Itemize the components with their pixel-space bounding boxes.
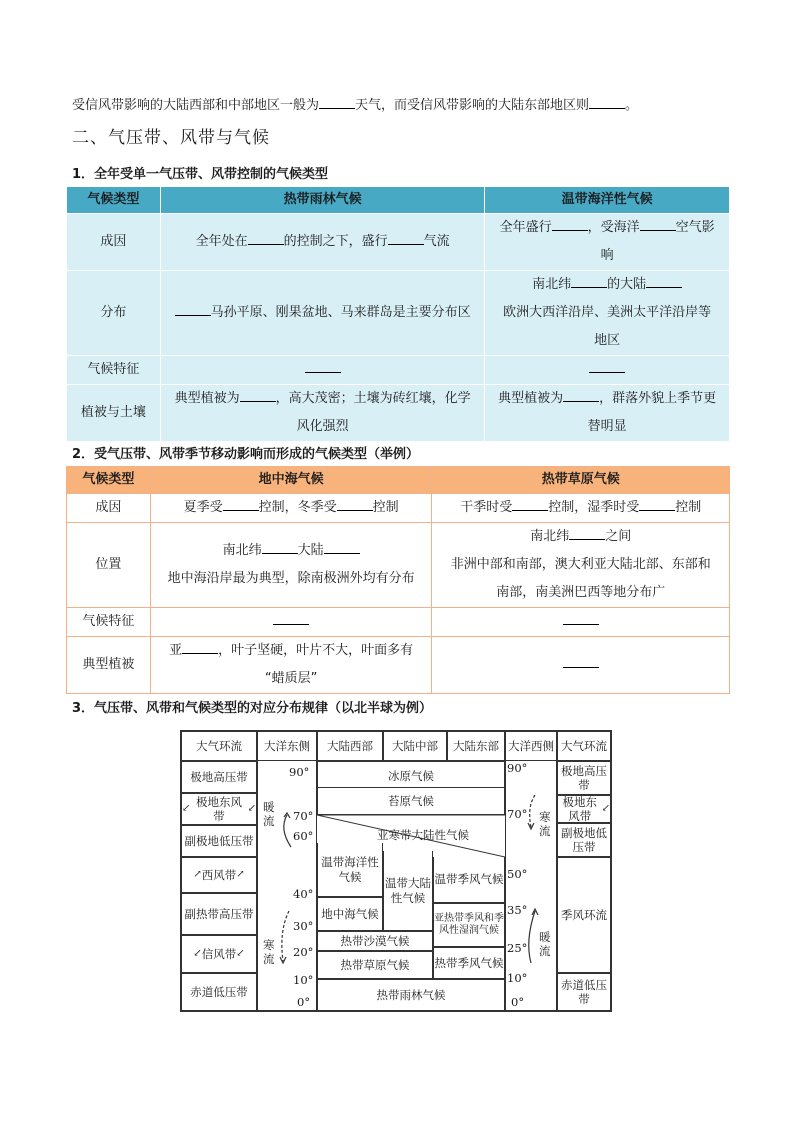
climate-tropical-rainforest: 热带雨林气候	[317, 979, 505, 1011]
right-belt: 极地高压带	[557, 761, 611, 795]
table-cell: 南北纬 之间 非洲中部和南部，澳大利亚大陆北部、东部和 南部，南美洲巴西等地分布广	[432, 523, 730, 608]
row-label: 成因	[67, 494, 151, 523]
intro-sentence	[72, 94, 638, 113]
answer-blank[interactable]	[305, 359, 341, 373]
row-label: 植被与土壤	[67, 385, 161, 442]
header-cell: 热带草原气候	[432, 467, 730, 494]
answer-blank[interactable]	[589, 95, 625, 109]
latitude-label: 50°	[507, 867, 528, 881]
latitude-label: 60°	[293, 829, 314, 843]
answer-blank[interactable]	[324, 540, 360, 554]
answer-blank[interactable]	[639, 497, 675, 511]
table-cell	[432, 608, 730, 637]
left-belt: 副热带高压带	[181, 893, 257, 935]
latitude-label: 0°	[297, 995, 311, 1009]
table-cell	[160, 356, 484, 385]
latitude-label: 10°	[293, 973, 314, 987]
latitude-label: 70°	[507, 807, 528, 821]
diagram-header: 大洋西侧	[505, 731, 557, 761]
answer-blank[interactable]	[175, 302, 211, 316]
latitude-label: 25°	[507, 941, 528, 955]
table-cell: 干季时受 控制，湿季时受 控制	[432, 494, 730, 523]
climate-temperate-monsoon: 温带季风气候	[433, 857, 505, 903]
header-cell: 地中海气候	[150, 467, 432, 494]
row-label: 气候特征	[67, 356, 161, 385]
header-cell: 热带雨林气候	[160, 187, 484, 214]
warm-current-label: 暖流	[263, 800, 275, 828]
table-cell: 夏季受 控制，冬季受 控制	[150, 494, 432, 523]
table-row	[67, 271, 730, 356]
subsection-title-3: 3．气压带、风带和气候类型的对应分布规律（以北半球为例）	[72, 701, 433, 716]
section-title: 二、气压带、风带与气候	[72, 128, 270, 148]
answer-blank[interactable]	[563, 388, 599, 402]
right-belt: 副极地低压带	[557, 823, 611, 857]
answer-blank[interactable]	[262, 540, 298, 554]
subsection-title-1: 1．全年受单一气压带、风带控制的气候类型	[72, 167, 329, 182]
cold-current-label: 寒流	[539, 810, 551, 838]
diagram-header: 大气环流	[557, 731, 611, 761]
left-belt: ↙ 极地东风带 ↙	[182, 794, 256, 823]
table-cell: 南北纬 的大陆 欧洲大西洋沿岸、美洲太平洋沿岸等 地区	[485, 271, 730, 356]
intro-text-2: 天气，而受信风带影响的大陆东部地区则	[355, 98, 590, 113]
table-header-row	[67, 467, 730, 494]
latitude-label: 40°	[293, 887, 314, 901]
answer-blank[interactable]	[563, 654, 599, 668]
answer-blank[interactable]	[319, 95, 355, 109]
left-belt: ↙ 信风带 ↙	[181, 935, 257, 973]
row-label: 位置	[67, 523, 151, 608]
answer-blank[interactable]	[240, 388, 276, 402]
table-cell	[432, 637, 730, 694]
row-label: 成因	[67, 214, 161, 271]
answer-blank[interactable]	[552, 217, 588, 231]
latitude-label: 90°	[507, 761, 528, 775]
table-cell: 典型植被为 ，群落外貌上季节更 替明显	[485, 385, 730, 442]
header-cell: 气候类型	[67, 187, 161, 214]
table-row	[67, 214, 730, 271]
diagram-header: 大陆西部	[317, 731, 383, 761]
left-belt: 极地高压带	[181, 761, 257, 793]
table-cell: 全年盛行 ，受海洋 空气影 响	[485, 214, 730, 271]
left-belt: ↗ 西风带 ↗	[181, 857, 257, 893]
right-belt: 季风环流	[557, 857, 611, 973]
left-belt: 副极地低压带	[181, 825, 257, 857]
table-row	[67, 523, 730, 608]
table-cell: 南北纬 大陆 地中海沿岸最为典型，除南极洲外均有分布	[150, 523, 432, 608]
intro-text-3: 。	[625, 98, 639, 113]
row-label: 分布	[67, 271, 161, 356]
header-cell: 温带海洋性气候	[485, 187, 730, 214]
table-header-row	[67, 187, 730, 214]
climate-ice: 冰原气候	[317, 761, 505, 791]
table-cell: 马孙平原、刚果盆地、马来群岛是主要分布区	[160, 271, 484, 356]
answer-blank[interactable]	[571, 274, 607, 288]
answer-blank[interactable]	[337, 497, 373, 511]
table-cell	[485, 356, 730, 385]
row-label: 气候特征	[67, 608, 151, 637]
climate-temperate-maritime: 温带海洋性气候	[317, 843, 383, 897]
climate-subarctic: 亚寒带大陆性气候	[377, 828, 469, 842]
right-belt: 赤道低压带	[557, 973, 611, 1011]
table-row	[67, 385, 730, 442]
table-row	[67, 494, 730, 523]
latitude-label: 30°	[293, 919, 314, 933]
climate-tropical-savanna: 热带草原气候	[317, 951, 433, 979]
answer-blank[interactable]	[223, 497, 259, 511]
current-arrows	[523, 791, 541, 971]
row-label: 典型植被	[67, 637, 151, 694]
current-arrows	[275, 811, 295, 971]
left-belt: 赤道低压带	[181, 973, 257, 1011]
warm-current-label: 暖流	[539, 930, 551, 958]
table-cell: 亚 ，叶子坚硬，叶片不大，叶面多有 “蜡质层”	[150, 637, 432, 694]
right-belt: 极地东风带 ↙	[557, 795, 611, 823]
diagram-header: 大气环流	[181, 731, 257, 761]
cold-current-label: 寒流	[263, 938, 275, 966]
answer-blank[interactable]	[640, 217, 676, 231]
table-row	[67, 356, 730, 385]
answer-blank[interactable]	[388, 231, 424, 245]
climate-subtropical-monsoon: 亚热带季风和季风性湿润气候	[433, 903, 505, 947]
subsection-title-2: 2．受气压带、风带季节移动影响而形成的气候类型（举例）	[72, 447, 420, 462]
latitude-label: 10°	[507, 971, 528, 985]
climate-table-2	[66, 466, 730, 694]
climate-mediterranean: 地中海气候	[317, 897, 383, 931]
diagram-header: 大陆东部	[447, 731, 505, 761]
diagram-header: 大陆中部	[383, 731, 447, 761]
table-row	[67, 608, 730, 637]
latitude-label: 35°	[507, 903, 528, 917]
latitude-label: 20°	[293, 945, 314, 959]
answer-blank[interactable]	[569, 526, 605, 540]
answer-blank[interactable]	[563, 611, 599, 625]
climate-temperate-continental: 温带大陆性气候	[383, 851, 433, 931]
table-row	[67, 637, 730, 694]
climate-tropical-desert: 热带沙漠气候	[317, 931, 433, 951]
climate-tropical-monsoon: 热带季风气候	[433, 947, 505, 979]
answer-blank[interactable]	[273, 611, 309, 625]
header-cell: 气候类型	[67, 467, 151, 494]
answer-blank[interactable]	[589, 359, 625, 373]
climate-tundra: 苔原气候	[317, 787, 505, 815]
table-cell: 全年处在 的控制之下，盛行 气流	[160, 214, 484, 271]
circulation-climate-diagram	[180, 730, 612, 1012]
table-cell	[150, 608, 432, 637]
answer-blank[interactable]	[182, 640, 218, 654]
climate-table-1	[66, 186, 730, 442]
latitude-label: 90°	[289, 765, 310, 779]
latitude-label: 0°	[511, 995, 525, 1009]
diagram-header: 大洋东侧	[257, 731, 317, 761]
latitude-label: 70°	[293, 809, 314, 823]
answer-blank[interactable]	[248, 231, 284, 245]
answer-blank[interactable]	[646, 274, 682, 288]
answer-blank[interactable]	[512, 497, 548, 511]
intro-text-1: 受信风带影响的大陆西部和中部地区一般为	[72, 98, 320, 113]
table-cell: 典型植被为 ，高大茂密；土壤为砖红壤，化学 风化强烈	[160, 385, 484, 442]
